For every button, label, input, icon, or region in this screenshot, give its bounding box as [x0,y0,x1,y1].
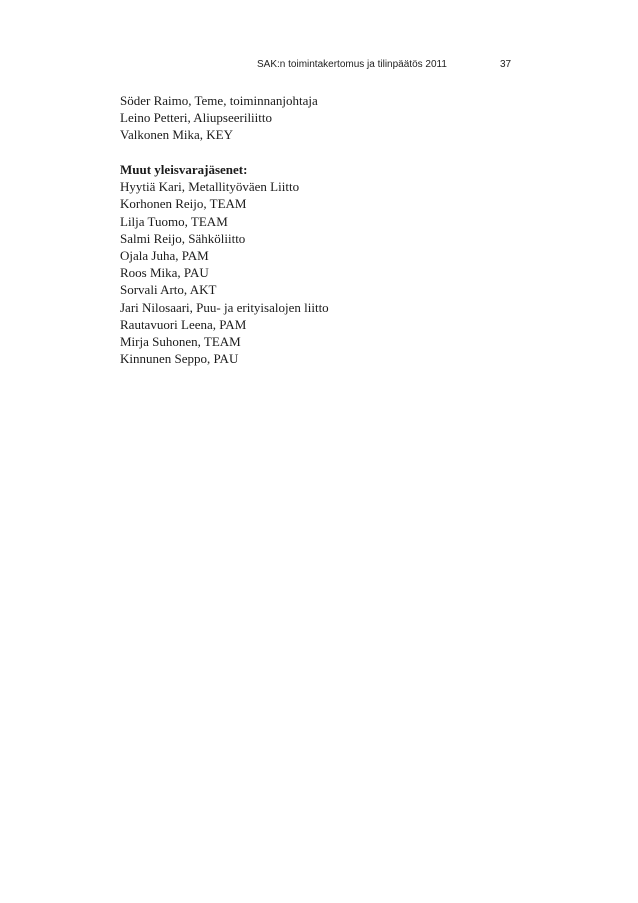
page-number: 37 [500,59,512,70]
section-spacer [120,144,560,161]
deputy-entry: Kinnunen Seppo, PAU [120,351,239,367]
deputy-entry: Roos Mika, PAU [120,265,209,281]
deputy-entry: Salmi Reijo, Sähköliitto [120,230,246,246]
member-entry: Leino Petteri, Aliupseeriliitto [120,110,273,126]
section-heading: Muut yleisvarajäsenet: [120,162,248,177]
deputy-entry: Ojala Juha, PAM [120,248,209,264]
deputy-entry: Mirja Suhonen, TEAM [120,334,241,350]
page-header [0,59,638,75]
deputy-entry: Korhonen Reijo, TEAM [120,196,247,212]
member-entry: Valkonen Mika, KEY [120,127,234,143]
member-list [120,92,560,144]
page-body [120,92,560,367]
deputy-entry: Lilja Tuomo, TEAM [120,213,228,229]
deputy-entry: Rautavuori Leena, PAM [120,316,247,332]
deputy-entry: Jari Nilosaari, Puu- ja erityisalojen liitto [120,299,329,315]
member-entry: Söder Raimo, Teme, toiminnanjohtaja [120,93,318,108]
document-title: SAK:n toimintakertomus ja tilinpäätös 2011 [257,59,447,70]
deputy-entry: Hyytiä Kari, Metallityöväen Liitto [120,179,300,195]
deputy-entry: Sorvali Arto, AKT [120,282,217,298]
deputy-members-section [120,161,560,367]
